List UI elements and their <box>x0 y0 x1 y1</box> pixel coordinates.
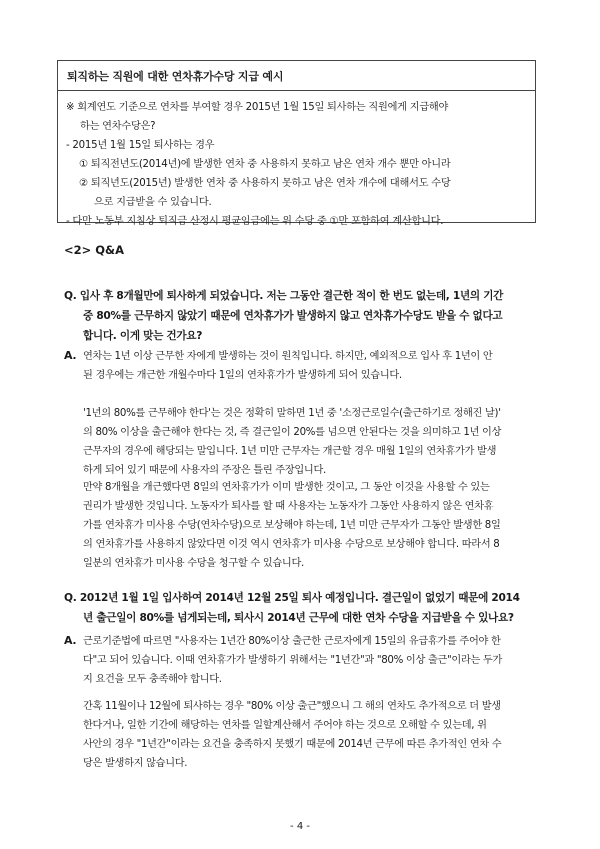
answer-line: 근로기준법에 따르면 "사용자는 1년간 80%이상 출근한 근로자에게 15일의 유급휴가를 주어야 한 <box>83 636 501 647</box>
answer-line: 권리가 발생한 것입니다. 노동자가 퇴사를 할 때 사용자는 노동자가 그동안 사용하지 않은 연차휴 <box>83 501 494 512</box>
box-line: 으로 지급받을 수 있습니다. <box>94 197 212 208</box>
answer-line: 당은 발생하지 않습니다. <box>83 758 188 769</box>
box-line: ② 퇴직년도(2015년) 발생한 연차 중 사용하지 못하고 남은 연차 개수에 대해서도 수당 <box>79 178 451 189</box>
question-line: 합니다. 이게 맞는 건가요? <box>83 330 203 342</box>
answer-line: 연차는 1년 이상 근무한 자에게 발생하는 것이 원칙입니다. 하지만, 예외적으로 입사 후 1년이 안 <box>83 351 493 362</box>
box-line: - 2015년 1월 15일 퇴사하는 경우 <box>66 140 215 151</box>
answer-2-paragraph-2 <box>64 697 544 773</box>
answer-line: 하게 되어 있기 때문에 사용자의 주장은 틀린 주장입니다. <box>83 465 326 476</box>
example-box-body <box>58 91 535 231</box>
box-line: ① 퇴직전년도(2014년)에 발생한 연차 중 사용하지 못하고 남은 연차 개수 뿐만 아니라 <box>79 159 451 170</box>
answer-line: 사안의 경우 "1년간"이라는 요건을 충족하지 못했기 때문에 2014년 근무에 따른 추가적인 연차 수 <box>83 739 502 750</box>
answer-line: 만약 8개월을 개근했다면 8일의 연차휴가가 이미 발생한 것이고, 그 동안 이것을 사용할 수 있는 <box>83 482 490 493</box>
answer-line: 일분의 연차휴가 미사용 수당을 청구할 수 있습니다. <box>83 558 304 569</box>
box-line: 하는 연차수당은? <box>80 121 156 132</box>
answer-line: 의 연차휴가를 사용하지 않았다면 이것 역시 연차휴가 미사용 수당으로 보상해야 합니다. 따라서 8 <box>83 539 500 550</box>
answer-line: 가를 연차휴가 미사용 수당(연차수당)으로 보상해야 하는데, 1년 미만 근무자가 그동안 발생한 8일 <box>83 520 501 531</box>
answer-line: 의 80% 이상을 출근해야 한다는 것, 즉 결근일이 20%를 넘으면 안된다는 것을 의미하고 1년 이상 <box>83 427 502 438</box>
box-line: ※ 회계연도 기준으로 연차를 부여할 경우 2015년 1월 15일 퇴사하는 직원에게 지급해야 <box>66 102 449 113</box>
answer-line: 지 요건을 모두 충족해야 합니다. <box>83 674 222 685</box>
question-line: Q. 입사 후 8개월만에 퇴사하게 되었습니다. 저는 그동안 결근한 적이 한 번도 없는데, 1년의 기간 <box>64 290 504 302</box>
page-number: - 4 - <box>290 821 310 832</box>
question-line: Q. 2012년 1월 1일 입사하여 2014년 12월 25일 퇴사 예정입니다. 결근일이 없었기 때문에 2014 <box>64 592 520 604</box>
box-line: - 다만 노동부 지침상 퇴직금 산정시 평균임금에는 위 수당 중 ①만 포함하여 계산합니다. <box>66 216 444 227</box>
question-1 <box>64 286 544 346</box>
example-box-title: 퇴직하는 직원에 대한 연차휴가수당 지급 예시 <box>58 61 535 91</box>
question-line: 중 80%를 근무하지 않았기 때문에 연차휴가가 발생하지 않고 연차휴가수당도 받을 수 없다고 <box>83 310 503 322</box>
answer-1 <box>64 346 544 385</box>
example-box <box>57 60 536 227</box>
answer-line: 된 경우에는 개근한 개월수마다 1일의 연차휴가가 발생하게 되어 있습니다. <box>83 370 402 381</box>
answer-1-paragraph-2 <box>64 404 544 480</box>
answer-mark: A. <box>64 634 77 647</box>
answer-1-paragraph-3 <box>64 478 544 573</box>
section-title: <2> Q&A <box>64 243 124 257</box>
answer-mark: A. <box>64 349 77 362</box>
question-2 <box>64 588 544 628</box>
answer-line: 간혹 11월이나 12월에 퇴사하는 경우 "80% 이상 출근"했으니 그 해의 연차도 추가적으로 더 발생 <box>83 701 501 712</box>
answer-line: '1년의 80%를 근무해야 한다'는 것은 정확히 말하면 1년 중 '소정근로일수(출근하기로 정해진 날)' <box>83 408 501 419</box>
question-line: 년 출근일이 80%를 넘게되는데, 퇴사시 2014년 근무에 대한 연차 수당을 지급받을 수 있나요? <box>83 612 514 624</box>
answer-line: 근무자의 경우에 해당되는 말입니다. 1년 미만 근무자는 개근할 경우 매월 1일의 연차휴가가 발생 <box>83 446 497 457</box>
answer-2 <box>64 631 544 689</box>
answer-line: 한다거나, 일한 기간에 해당하는 연차를 일할계산해서 주어야 하는 것으로 오해할 수 있는데, 위 <box>83 720 487 731</box>
answer-line: 다"고 되어 있습니다. 이때 연차휴가가 발생하기 위해서는 "1년간"과 "80% 이상 출근"이라는 두가 <box>83 655 503 666</box>
